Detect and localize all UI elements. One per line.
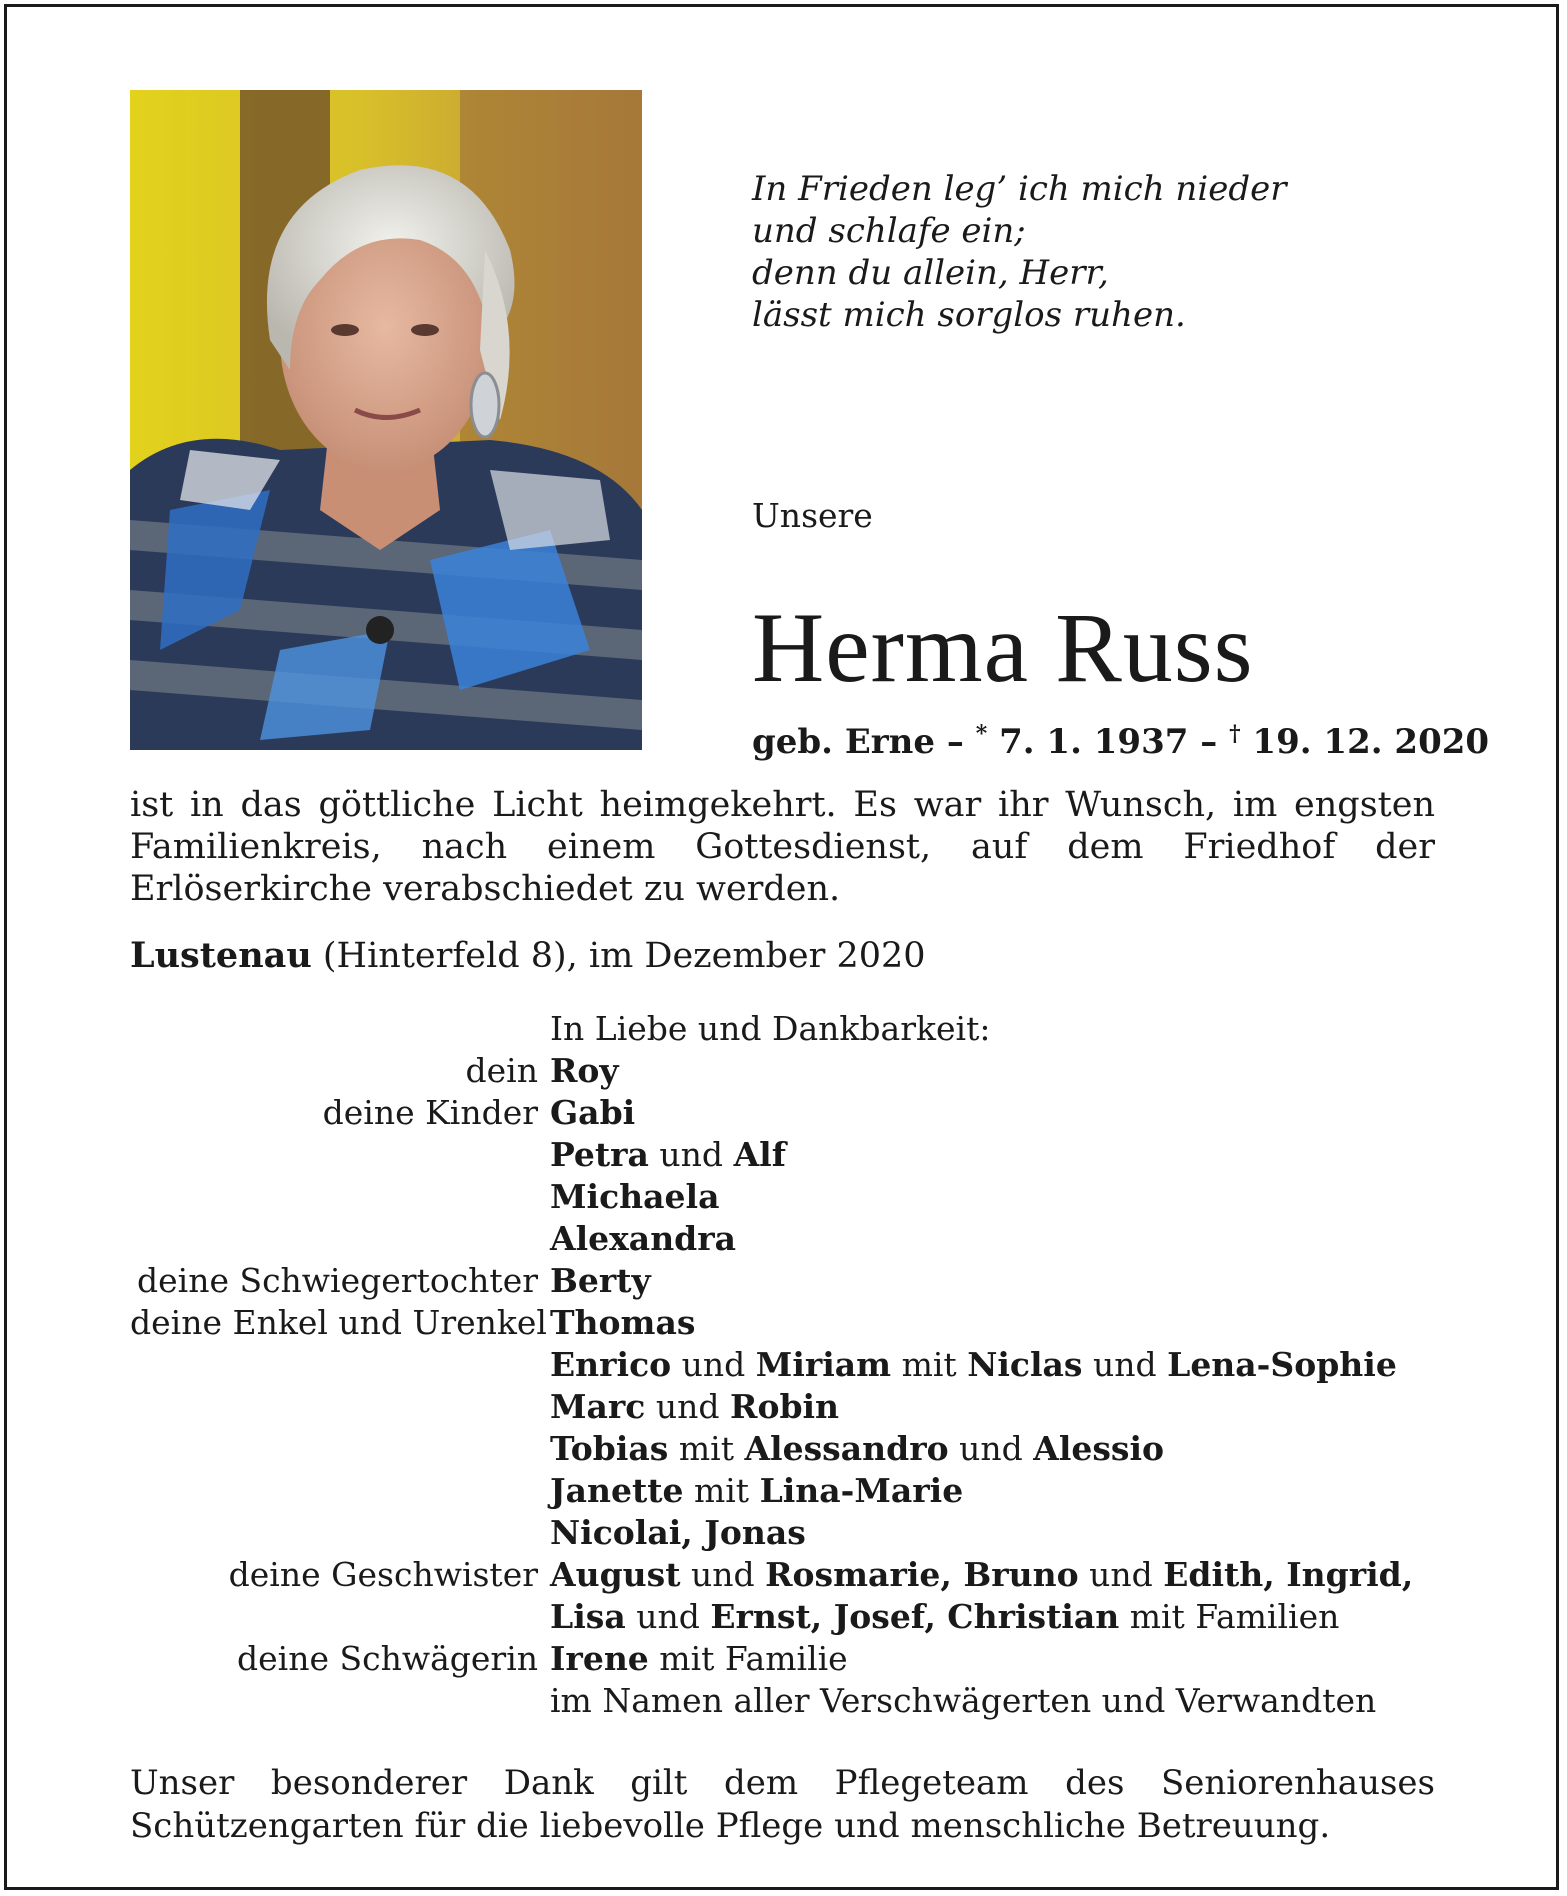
death-date: 19. 12. 2020	[1240, 722, 1490, 762]
mourner-row	[130, 1134, 1460, 1176]
mourner-row	[130, 1176, 1460, 1218]
mourner-row	[130, 1344, 1460, 1386]
mourner-names	[550, 1218, 736, 1260]
mourner-name: Lisa	[550, 1597, 626, 1636]
mourner-names	[550, 1428, 1164, 1470]
connector-text: mit	[891, 1345, 968, 1384]
relation-label	[130, 1680, 550, 1722]
mourner-row	[130, 1302, 1460, 1344]
mourner-names	[550, 1092, 635, 1134]
connector-text: und	[671, 1345, 756, 1384]
date-separator: –	[935, 722, 976, 762]
relation-label: deine Schwägerin	[237, 1639, 538, 1678]
verse-block	[752, 168, 1286, 336]
mourner-name: August	[550, 1555, 681, 1594]
mourner-names	[550, 1302, 695, 1344]
mourner-names	[550, 1638, 848, 1680]
mourner-name: Ernst, Josef, Christian	[710, 1597, 1120, 1636]
connector-text: und	[948, 1429, 1034, 1468]
mourner-name: Gabi	[550, 1093, 636, 1132]
birth-symbol: *	[975, 721, 988, 747]
mourner-name: Lena-Sophie	[1167, 1345, 1397, 1384]
mourner-name: Alessio	[1033, 1429, 1165, 1468]
intro-text: Unsere	[752, 496, 873, 535]
birth-name: geb. Erne	[752, 722, 936, 762]
relation-label	[130, 1176, 550, 1218]
mourner-row	[130, 1638, 1460, 1680]
connector-text: und	[625, 1597, 711, 1636]
mourner-names	[550, 1554, 1413, 1596]
mourner-names	[550, 1134, 786, 1176]
mourner-name: Niclas	[967, 1345, 1083, 1384]
mourner-row	[130, 1512, 1460, 1554]
relation-label	[130, 1470, 550, 1512]
relation-label	[130, 1596, 550, 1638]
date-separator: –	[1188, 722, 1230, 762]
mourner-row	[130, 1596, 1460, 1638]
mourner-name: Marc	[550, 1387, 646, 1426]
mourner-names	[550, 1680, 1376, 1722]
thanks-text: Unser besonderer Dank gilt dem Pflegeteam des Seniorenhauses Schützengarten für die liebevolle Pflege und menschliche Betreuung.	[130, 1763, 1435, 1846]
place-details: (Hinterfeld 8), im Dezember 2020	[311, 936, 926, 976]
mourner-name: Lina-Marie	[759, 1471, 964, 1510]
mourner-name: Janette	[550, 1471, 684, 1510]
birth-date: 7. 1. 1937	[987, 722, 1189, 762]
mourner-row	[130, 1386, 1460, 1428]
mourner-row	[130, 1260, 1460, 1302]
closing-text: In Liebe und Dankbarkeit:	[550, 1009, 991, 1048]
connector-text: und	[1078, 1555, 1164, 1594]
death-symbol: †	[1229, 721, 1241, 747]
mourner-names	[550, 1596, 1339, 1638]
connector-text: mit Familie	[648, 1639, 848, 1678]
mourner-row	[130, 1680, 1460, 1722]
mourner-names	[550, 1386, 839, 1428]
mourner-list	[130, 1008, 1460, 1722]
mourner-name: Rosmarie, Bruno	[765, 1555, 1079, 1594]
mourner-name: Irene	[550, 1639, 649, 1678]
relation-label	[130, 1134, 550, 1176]
connector-text: mit	[683, 1471, 760, 1510]
relation-label	[130, 1344, 550, 1386]
mourner-name: Roy	[550, 1051, 619, 1090]
place-line	[130, 935, 926, 977]
connector-text: und	[645, 1387, 731, 1426]
mourner-name: Berty	[550, 1261, 651, 1300]
relation-label: deine Kinder	[322, 1093, 538, 1132]
mourner-name: Michaela	[550, 1177, 720, 1216]
mourner-name: Alexandra	[550, 1219, 737, 1258]
mourner-names	[550, 1260, 651, 1302]
mourner-row	[130, 1092, 1460, 1134]
mourner-row	[130, 1554, 1460, 1596]
closing-row	[130, 1008, 1460, 1050]
mourner-names	[550, 1050, 619, 1092]
mourner-name: Thomas	[550, 1303, 696, 1342]
connector-text: mit	[668, 1429, 745, 1468]
mourner-name: Alessandro	[744, 1429, 949, 1468]
connector-text: und	[1082, 1345, 1168, 1384]
verse-line: lässt mich sorglos ruhen.	[752, 295, 1186, 335]
deceased-name: Herma Russ	[752, 592, 1254, 703]
connector-text: und	[680, 1555, 766, 1594]
mourner-names	[550, 1470, 963, 1512]
portrait-photo	[130, 90, 642, 750]
mourner-row	[130, 1218, 1460, 1260]
mourner-name: Alf	[733, 1135, 786, 1174]
verse-line: denn du allein, Herr,	[752, 253, 1109, 293]
relation-label	[130, 1428, 550, 1470]
connector-text: mit Familien	[1119, 1597, 1340, 1636]
connector-text: und	[648, 1135, 734, 1174]
row-label	[130, 1008, 550, 1050]
mourner-name: Nicolai, Jonas	[550, 1513, 806, 1552]
connector-text: im Namen aller Verschwägerten und Verwandten	[550, 1681, 1377, 1720]
mourner-name: Robin	[730, 1387, 840, 1426]
mourner-row	[130, 1470, 1460, 1512]
mourner-name: Miriam	[755, 1345, 892, 1384]
relation-label	[130, 1512, 550, 1554]
mourner-name: Enrico	[550, 1345, 672, 1384]
portrait-illustration	[130, 90, 642, 750]
mourner-names	[550, 1176, 719, 1218]
relation-label: deine Geschwister	[228, 1555, 538, 1594]
relation-label: deine Schwiegertochter	[136, 1261, 538, 1300]
mourner-name: Petra	[550, 1135, 649, 1174]
mourner-row	[130, 1050, 1460, 1092]
relation-label: deine Enkel und Urenkel	[130, 1303, 547, 1342]
mourner-row	[130, 1428, 1460, 1470]
announcement-text: ist in das göttliche Licht heimgekehrt. Es war ihr Wunsch, im engsten Familienkreis, nach einem Gottesdienst, auf dem Friedhof der Erlöserkirche verabschiedet zu werden.	[130, 785, 1435, 909]
life-dates	[752, 712, 1489, 764]
place-town: Lustenau	[130, 935, 312, 976]
relation-label	[130, 1386, 550, 1428]
relation-label	[130, 1218, 550, 1260]
mourner-names	[550, 1344, 1397, 1386]
verse-line: und schlafe ein;	[752, 211, 1026, 251]
mourner-name: Edith, Ingrid,	[1163, 1555, 1414, 1594]
verse-line: In Frieden leg’ ich mich nieder	[752, 169, 1287, 209]
relation-label: dein	[465, 1051, 538, 1090]
mourner-name: Tobias	[550, 1429, 669, 1468]
mourner-names	[550, 1512, 806, 1554]
